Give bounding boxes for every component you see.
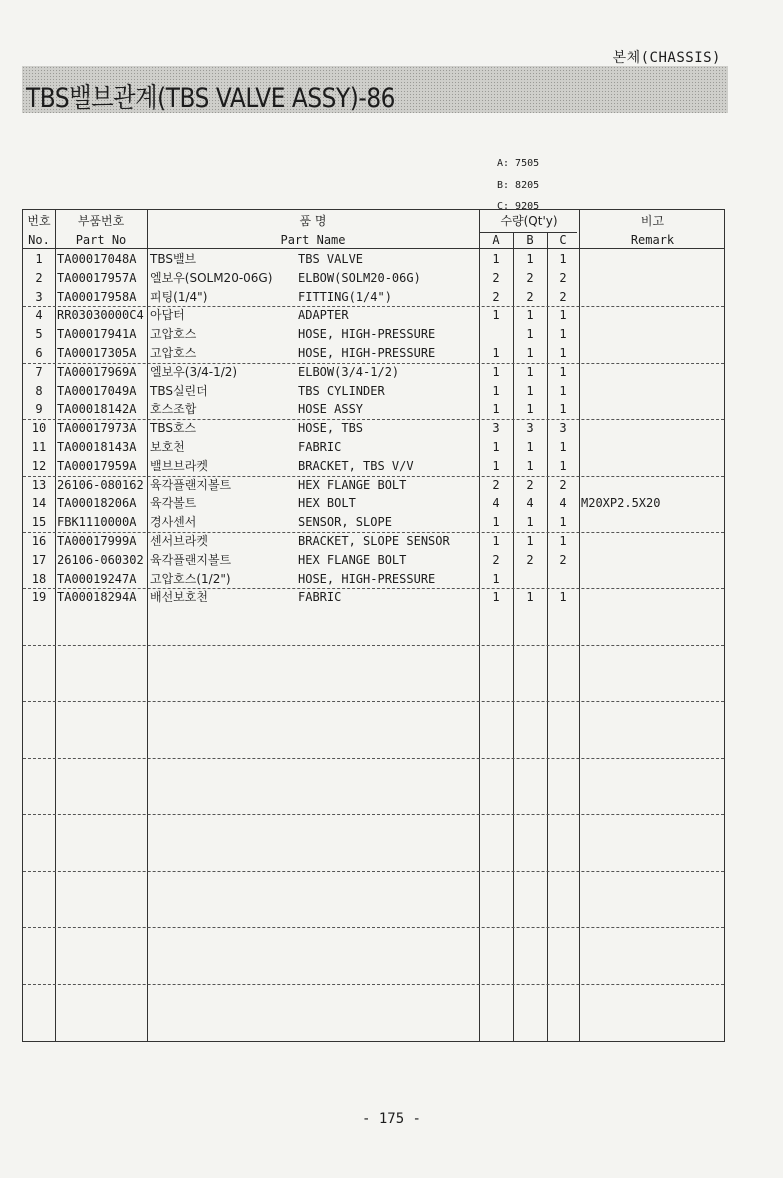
cell-name-en: ADAPTER <box>298 308 349 323</box>
cell-a: 2 <box>492 552 500 567</box>
cell-c: 1 <box>559 590 567 605</box>
cell-part-no: RR03030000C4 <box>57 308 144 323</box>
cell-b: 1 <box>526 308 534 323</box>
cell-no: 16 <box>31 534 47 548</box>
cell-name-kr: 호스조합 <box>150 402 197 417</box>
cell-part-no: 26106-080162 <box>57 477 144 492</box>
cell-name-en: FABRIC <box>298 590 342 605</box>
cell-part-no: TA00017941A <box>57 327 137 342</box>
page-number: - 175 - <box>361 1111 421 1127</box>
cell-b: 1 <box>526 327 534 342</box>
cell-name-en: BRACKET, TBS V/V <box>298 458 414 473</box>
cell-part-no: TA00018142A <box>57 402 137 417</box>
cell-b: 1 <box>526 364 534 379</box>
cell-c: 1 <box>559 440 567 454</box>
cell-no: 2 <box>35 270 43 285</box>
cell-a: 1 <box>492 590 500 605</box>
row-group-separator <box>23 871 724 872</box>
cell-no: 17 <box>31 552 47 567</box>
row-group-separator <box>23 701 724 702</box>
cell-no: 18 <box>31 571 47 586</box>
model-b: B: 8205 <box>497 179 540 191</box>
cell-a: 1 <box>492 534 500 548</box>
cell-part-no: TA00017959A <box>57 458 137 473</box>
cell-name-en: HOSE, HIGH-PRESSURE <box>298 571 436 586</box>
cell-a: 2 <box>492 270 500 285</box>
header-qty-c: C <box>559 233 567 247</box>
header-part-name-kr: 품 명 <box>299 214 327 228</box>
cell-name-kr: 피팅(1/4") <box>150 289 208 304</box>
col-divider <box>55 210 56 1041</box>
cell-no: 6 <box>35 346 43 360</box>
cell-name-kr: 고압호스(1/2") <box>150 571 231 586</box>
cell-a: 1 <box>492 571 500 586</box>
cell-c: 1 <box>559 327 567 342</box>
cell-a: 1 <box>492 252 500 266</box>
header-part-no-kr: 부품번호 <box>77 214 125 228</box>
header-no-kr: 번호 <box>27 214 51 228</box>
col-divider <box>579 210 580 1041</box>
cell-c: 2 <box>559 270 567 285</box>
cell-b: 1 <box>526 383 534 398</box>
page-title: TBS밸브관계(TBS VALVE ASSY)-86 <box>26 83 396 114</box>
section-label: 본체(CHASSIS) <box>612 50 721 66</box>
cell-name-kr: 고압호스 <box>150 346 197 360</box>
row-group-separator <box>23 814 724 815</box>
cell-no: 13 <box>31 477 47 492</box>
cell-no: 3 <box>35 289 43 304</box>
cell-b: 4 <box>526 496 534 511</box>
cell-a: 4 <box>492 496 500 511</box>
cell-name-kr: 엘보우(3/4-1/2) <box>150 364 238 379</box>
cell-c: 1 <box>559 364 567 379</box>
cell-name-en: HOSE, TBS <box>298 421 364 436</box>
cell-part-no: TA00017048A <box>57 252 137 266</box>
cell-b: 1 <box>526 534 534 548</box>
cell-no: 12 <box>31 458 47 473</box>
cell-name-en: HEX FLANGE BOLT <box>298 477 407 492</box>
row-group-separator <box>23 306 724 307</box>
cell-name-kr: 배선보호천 <box>150 590 208 605</box>
model-c: C: 9205 <box>497 201 540 212</box>
cell-part-no: TA00017957A <box>57 270 137 285</box>
header-part-name-en: Part Name <box>280 233 346 247</box>
cell-a: 1 <box>492 402 500 417</box>
cell-no: 8 <box>35 383 43 398</box>
cell-name-en: ELBOW(3/4-1/2) <box>298 364 400 379</box>
cell-part-no: 26106-060302 <box>57 552 144 567</box>
cell-name-en: FITTING(1/4") <box>298 289 392 304</box>
cell-b: 1 <box>526 402 534 417</box>
cell-name-kr: 경사센서 <box>150 515 197 530</box>
cell-no: 10 <box>31 421 47 436</box>
row-group-separator <box>23 927 724 928</box>
cell-name-kr: TBS밸브 <box>150 252 197 266</box>
row-group-separator <box>23 645 724 646</box>
cell-name-kr: TBS호스 <box>150 421 197 436</box>
cell-name-en: FABRIC <box>298 440 342 454</box>
cell-name-en: BRACKET, SLOPE SENSOR <box>298 534 450 548</box>
row-group-separator <box>23 532 724 533</box>
cell-no: 11 <box>31 440 47 454</box>
cell-part-no: TA00017305A <box>57 346 137 360</box>
cell-name-kr: 고압호스 <box>150 327 197 342</box>
cell-part-no: TA00017958A <box>57 289 137 304</box>
cell-part-no: TA00018294A <box>57 590 137 605</box>
cell-c: 1 <box>559 534 567 548</box>
cell-name-en: ELBOW(SOLM20-06G) <box>298 270 421 285</box>
parts-table <box>22 209 725 1042</box>
cell-b: 1 <box>526 515 534 530</box>
cell-name-en: HOSE, HIGH-PRESSURE <box>298 327 436 342</box>
col-divider <box>479 210 480 1041</box>
cell-c: 2 <box>559 289 567 304</box>
row-group-separator <box>23 588 724 589</box>
cell-name-kr: 엘보우(SOLM20-06G) <box>150 270 273 285</box>
cell-no: 4 <box>35 308 43 323</box>
cell-b: 3 <box>526 421 534 436</box>
row-group-separator <box>23 419 724 420</box>
row-group-separator <box>23 476 724 477</box>
cell-name-kr: TBS실린더 <box>150 383 208 398</box>
cell-b: 2 <box>526 477 534 492</box>
row-group-separator <box>23 984 724 985</box>
row-group-separator <box>23 758 724 759</box>
cell-b: 2 <box>526 270 534 285</box>
header-qty: 수량(Qt'y) <box>500 214 558 228</box>
col-divider <box>147 210 148 1041</box>
cell-c: 1 <box>559 308 567 323</box>
model-legend <box>497 153 539 218</box>
cell-c: 1 <box>559 346 567 360</box>
cell-name-kr: 육각플랜지볼트 <box>150 477 232 492</box>
cell-a: 1 <box>492 515 500 530</box>
cell-part-no: TA00018206A <box>57 496 137 511</box>
cell-name-en: HOSE, HIGH-PRESSURE <box>298 346 436 360</box>
cell-part-no: TA00017973A <box>57 421 137 436</box>
cell-c: 2 <box>559 552 567 567</box>
cell-c: 3 <box>559 421 567 436</box>
cell-b: 1 <box>526 440 534 454</box>
cell-no: 15 <box>31 515 47 530</box>
cell-part-no: TA00017049A <box>57 383 137 398</box>
cell-name-en: TBS CYLINDER <box>298 383 385 398</box>
cell-no: 19 <box>31 590 47 605</box>
cell-name-kr: 밸브브라켓 <box>150 458 208 473</box>
cell-b: 1 <box>526 590 534 605</box>
cell-a: 1 <box>492 346 500 360</box>
cell-c: 1 <box>559 383 567 398</box>
header-bottom-line <box>23 248 724 249</box>
cell-name-en: SENSOR, SLOPE <box>298 515 392 530</box>
cell-no: 14 <box>31 496 47 511</box>
cell-a: 1 <box>492 308 500 323</box>
cell-b: 1 <box>526 252 534 266</box>
cell-name-en: TBS VALVE <box>298 252 364 266</box>
cell-name-en: HEX FLANGE BOLT <box>298 552 407 567</box>
cell-name-kr: 육각볼트 <box>150 496 197 511</box>
cell-name-kr: 보호천 <box>150 440 185 454</box>
header-remark-kr: 비고 <box>640 214 665 228</box>
cell-c: 1 <box>559 252 567 266</box>
header-no-en: No. <box>28 233 50 247</box>
cell-name-en: HOSE ASSY <box>298 402 364 417</box>
cell-a: 1 <box>492 458 500 473</box>
cell-part-no: TA00019247A <box>57 571 137 586</box>
cell-c: 1 <box>559 458 567 473</box>
cell-name-en: HEX BOLT <box>298 496 356 511</box>
cell-no: 5 <box>35 327 43 342</box>
cell-a: 1 <box>492 383 500 398</box>
header-remark-en: Remark <box>630 233 675 247</box>
cell-b: 2 <box>526 289 534 304</box>
cell-c: 2 <box>559 477 567 492</box>
cell-part-no: TA00017999A <box>57 534 137 548</box>
cell-no: 7 <box>35 364 43 379</box>
cell-part-no: TA00017969A <box>57 364 137 379</box>
cell-b: 1 <box>526 458 534 473</box>
header-part-no-en: Part No <box>75 233 127 247</box>
cell-a: 1 <box>492 440 500 454</box>
cell-name-kr: 센서브라켓 <box>150 534 208 548</box>
cell-c: 4 <box>559 496 567 511</box>
header-qty-b: B <box>526 233 534 247</box>
cell-name-kr: 아답터 <box>150 308 185 323</box>
cell-a: 1 <box>492 364 500 379</box>
cell-name-kr: 육각플랜지볼트 <box>150 552 232 567</box>
cell-a: 2 <box>492 289 500 304</box>
cell-no: 1 <box>35 252 43 266</box>
cell-no: 9 <box>35 402 43 417</box>
cell-b: 1 <box>526 346 534 360</box>
row-group-separator <box>23 363 724 364</box>
header-qty-a: A <box>492 233 500 247</box>
cell-a: 2 <box>492 477 500 492</box>
model-a: A: 7505 <box>497 158 540 169</box>
cell-c: 1 <box>559 402 567 417</box>
cell-b: 2 <box>526 552 534 567</box>
cell-remark: M20XP2.5X20 <box>581 496 661 511</box>
cell-part-no: TA00018143A <box>57 440 137 454</box>
cell-part-no: FBK1110000A <box>57 515 137 530</box>
cell-c: 1 <box>559 515 567 530</box>
cell-a: 3 <box>492 421 500 436</box>
